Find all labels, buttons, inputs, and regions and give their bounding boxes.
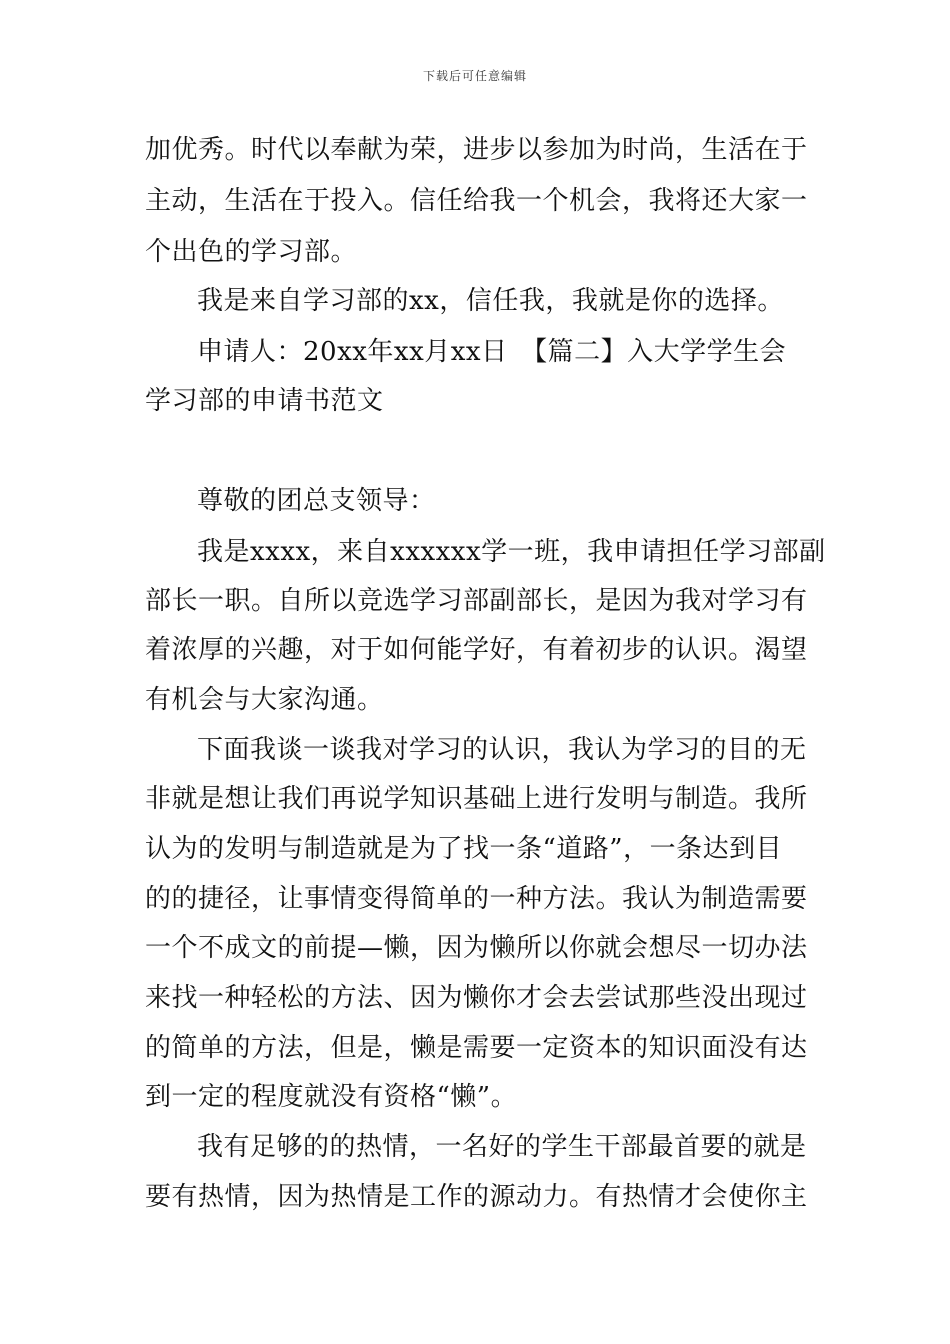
body-line: 的的捷径，让事情变得简单的一种方法。我认为制造需要: [145, 884, 808, 914]
body-line: 我有足够的的热情，一名好的学生干部最首要的就是: [197, 1132, 807, 1162]
body-line: 我是xxxx，来自xxxxxx学一班，我申请担任学习部副: [197, 537, 826, 567]
salutation: 尊敬的团总支领导：: [197, 486, 436, 516]
section-title: 学习部的申请书范文: [145, 386, 384, 416]
signature-line: 申请人：20xx年xx月xx日 【篇二】入大学学生会: [197, 337, 787, 367]
body-line: 着浓厚的兴趣，对于如何能学好，有着初步的认识。渴望: [145, 635, 808, 665]
body-line: 我是来自学习部的xx，信任我，我就是你的选择。: [197, 286, 784, 316]
body-line: 非就是想让我们再说学知识基础上进行发明与制造。我所: [145, 784, 808, 814]
body-line: 部长一职。自所以竞选学习部副部长，是因为我对学习有: [145, 586, 808, 616]
body-line: 认为的发明与制造就是为了找一条“道路”，一条达到目: [145, 834, 783, 864]
page-header: 下载后可任意编辑: [422, 69, 527, 83]
body-line: 来找一种轻松的方法、因为懒你才会去尝试那些没出现过: [145, 983, 808, 1013]
body-line: 的简单的方法，但是，懒是需要一定资本的知识面没有达: [145, 1033, 808, 1063]
body-line: 有机会与大家沟通。: [145, 685, 384, 715]
body-line: 加优秀。时代以奉献为荣，进步以参加为时尚，生活在于: [145, 135, 808, 165]
body-line: 要有热情，因为热情是工作的源动力。有热情才会使你主: [145, 1182, 808, 1212]
body-line: 主动，生活在于投入。信任给我一个机会，我将还大家一: [145, 186, 808, 216]
body-line: 下面我谈一谈我对学习的认识，我认为学习的目的无: [197, 735, 807, 765]
body-line: 一个不成文的前提—懒，因为懒所以你就会想尽一切办法: [145, 933, 808, 963]
body-line: 到一定的程度就没有资格“懒”。: [145, 1082, 518, 1112]
body-line: 个出色的学习部。: [145, 237, 358, 267]
